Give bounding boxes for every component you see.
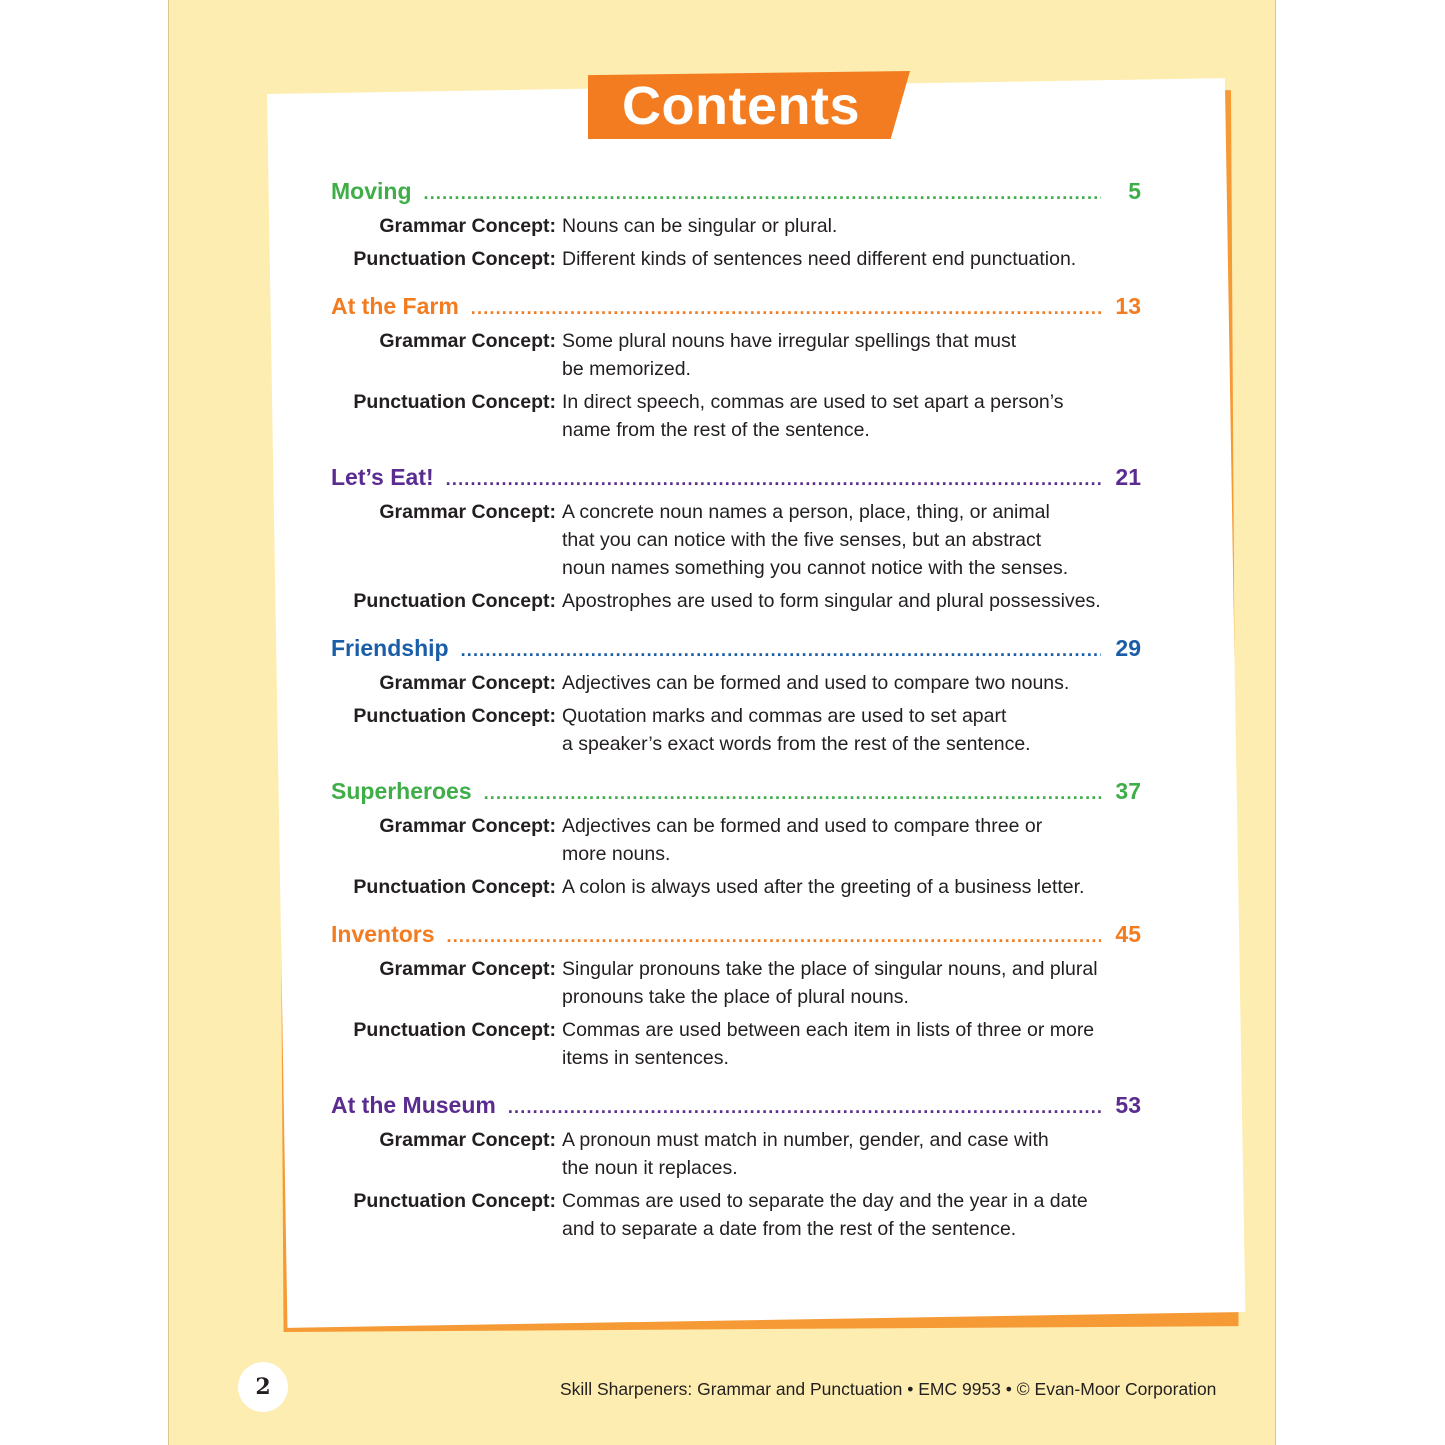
grammar-concept-text xyxy=(562,498,1102,582)
punctuation-concept xyxy=(331,587,1141,615)
grammar-concept xyxy=(331,1126,1141,1182)
grammar-concept-line: A pronoun must match in number, gender, and case with xyxy=(562,1129,1049,1151)
toc-entry-heading[interactable] xyxy=(331,778,1141,812)
dot-leader xyxy=(446,469,1101,490)
grammar-concept xyxy=(331,327,1141,383)
punctuation-concept-label: Punctuation Concept: xyxy=(353,590,556,612)
punctuation-concept-line: Quotation marks and commas are used to set apart xyxy=(562,705,1007,727)
grammar-concept xyxy=(331,669,1141,697)
toc-entry-title: Let’s Eat! xyxy=(331,464,434,490)
toc-entry xyxy=(331,293,1141,444)
toc-entry xyxy=(331,921,1141,1072)
toc-entry-heading[interactable] xyxy=(331,921,1141,955)
grammar-concept-text xyxy=(562,1126,1102,1182)
toc-entry-title: At the Farm xyxy=(331,293,459,319)
toc-entry xyxy=(331,635,1141,758)
toc-entry-page-number: 5 xyxy=(1128,178,1141,204)
punctuation-concept-text xyxy=(562,388,1102,444)
toc-entry-heading[interactable] xyxy=(331,293,1141,327)
grammar-concept xyxy=(331,212,1141,240)
punctuation-concept-line: and to separate a date from the rest of the sentence. xyxy=(562,1218,1017,1240)
grammar-concept xyxy=(331,498,1141,582)
grammar-concept-line: Singular pronouns take the place of singular nouns, and plural xyxy=(562,958,1098,980)
punctuation-concept-text xyxy=(562,587,1102,615)
punctuation-concept-line: Commas are used to separate the day and the year in a date xyxy=(562,1190,1088,1212)
punctuation-concept-line: name from the rest of the sentence. xyxy=(562,419,870,441)
dot-leader xyxy=(471,298,1101,319)
dot-leader xyxy=(484,783,1101,804)
toc-entry-page-number: 29 xyxy=(1115,635,1141,661)
toc-entry-title: At the Museum xyxy=(331,1092,496,1118)
toc-entry-title: Superheroes xyxy=(331,778,472,804)
punctuation-concept-label: Punctuation Concept: xyxy=(353,1019,556,1041)
punctuation-concept-text xyxy=(562,245,1102,273)
punctuation-concept-line: items in sentences. xyxy=(562,1047,729,1069)
punctuation-concept-line: In direct speech, commas are used to set apart a person’s xyxy=(562,391,1064,413)
toc-entry-page-number: 37 xyxy=(1115,778,1141,804)
punctuation-concept xyxy=(331,1016,1141,1072)
grammar-concept-text xyxy=(562,327,1102,383)
toc-entry-title: Moving xyxy=(331,178,412,204)
punctuation-concept-line: a speaker’s exact words from the rest of the sentence. xyxy=(562,733,1031,755)
toc-entry xyxy=(331,778,1141,901)
grammar-concept-line: Adjectives can be formed and used to compare three or xyxy=(562,815,1043,837)
page-number: 2 xyxy=(238,1362,288,1412)
grammar-concept-label: Grammar Concept: xyxy=(379,958,556,980)
punctuation-concept xyxy=(331,388,1141,444)
grammar-concept-line: pronouns take the place of plural nouns. xyxy=(562,986,909,1008)
toc-entry-heading[interactable] xyxy=(331,464,1141,498)
grammar-concept-line: A concrete noun names a person, place, thing, or animal xyxy=(562,501,1050,523)
dot-leader xyxy=(508,1097,1101,1118)
punctuation-concept-text xyxy=(562,702,1102,758)
toc-entry-page-number: 45 xyxy=(1115,921,1141,947)
punctuation-concept-text xyxy=(562,1016,1102,1072)
punctuation-concept-line: Different kinds of sentences need different end punctuation. xyxy=(562,248,1077,270)
punctuation-concept-text xyxy=(562,1187,1102,1243)
toc-entry-page-number: 13 xyxy=(1115,293,1141,319)
punctuation-concept-line: Commas are used between each item in lists of three or more xyxy=(562,1019,1095,1041)
grammar-concept-label: Grammar Concept: xyxy=(379,1129,556,1151)
grammar-concept-line: be memorized. xyxy=(562,358,691,380)
punctuation-concept-label: Punctuation Concept: xyxy=(353,705,556,727)
punctuation-concept xyxy=(331,702,1141,758)
punctuation-concept xyxy=(331,245,1141,273)
grammar-concept-text xyxy=(562,955,1102,1011)
grammar-concept-label: Grammar Concept: xyxy=(379,330,556,352)
dot-leader xyxy=(461,640,1101,661)
page-title: Contents xyxy=(622,76,860,136)
toc-entry xyxy=(331,178,1141,273)
grammar-concept-line: noun names something you cannot notice with the senses. xyxy=(562,557,1069,579)
table-of-contents xyxy=(331,178,1141,1263)
grammar-concept-line: Some plural nouns have irregular spellings that must xyxy=(562,330,1017,352)
punctuation-concept-label: Punctuation Concept: xyxy=(353,876,556,898)
grammar-concept-label: Grammar Concept: xyxy=(379,501,556,523)
toc-entry xyxy=(331,464,1141,615)
dot-leader xyxy=(424,183,1102,204)
toc-entry-heading[interactable] xyxy=(331,635,1141,669)
toc-entry-title: Inventors xyxy=(331,921,435,947)
punctuation-concept xyxy=(331,873,1141,901)
grammar-concept-line: that you can notice with the five senses, but an abstract xyxy=(562,529,1042,551)
grammar-concept-line: Nouns can be singular or plural. xyxy=(562,215,838,237)
punctuation-concept-line: A colon is always used after the greeting of a business letter. xyxy=(562,876,1085,898)
grammar-concept-text xyxy=(562,669,1102,697)
grammar-concept-text xyxy=(562,212,1102,240)
toc-entry-heading[interactable] xyxy=(331,1092,1141,1126)
toc-entry-title: Friendship xyxy=(331,635,449,661)
toc-entry-heading[interactable] xyxy=(331,178,1141,212)
grammar-concept xyxy=(331,812,1141,868)
grammar-concept-text xyxy=(562,812,1102,868)
toc-entry-page-number: 21 xyxy=(1115,464,1141,490)
toc-entry-page-number: 53 xyxy=(1115,1092,1141,1118)
grammar-concept-label: Grammar Concept: xyxy=(379,815,556,837)
toc-entry xyxy=(331,1092,1141,1243)
punctuation-concept-label: Punctuation Concept: xyxy=(353,1190,556,1212)
grammar-concept-label: Grammar Concept: xyxy=(379,672,556,694)
grammar-concept-line: Adjectives can be formed and used to compare two nouns. xyxy=(562,672,1070,694)
punctuation-concept-text xyxy=(562,873,1102,901)
punctuation-concept xyxy=(331,1187,1141,1243)
punctuation-concept-label: Punctuation Concept: xyxy=(353,248,556,270)
grammar-concept xyxy=(331,955,1141,1011)
punctuation-concept-label: Punctuation Concept: xyxy=(353,391,556,413)
punctuation-concept-line: Apostrophes are used to form singular and plural possessives. xyxy=(562,590,1101,612)
dot-leader xyxy=(447,926,1101,947)
footer-credit: Skill Sharpeners: Grammar and Punctuation • EMC 9953 • © Evan-Moor Corporation xyxy=(560,1379,1217,1399)
grammar-concept-line: more nouns. xyxy=(562,843,671,865)
grammar-concept-label: Grammar Concept: xyxy=(379,215,556,237)
grammar-concept-line: the noun it replaces. xyxy=(562,1157,738,1179)
